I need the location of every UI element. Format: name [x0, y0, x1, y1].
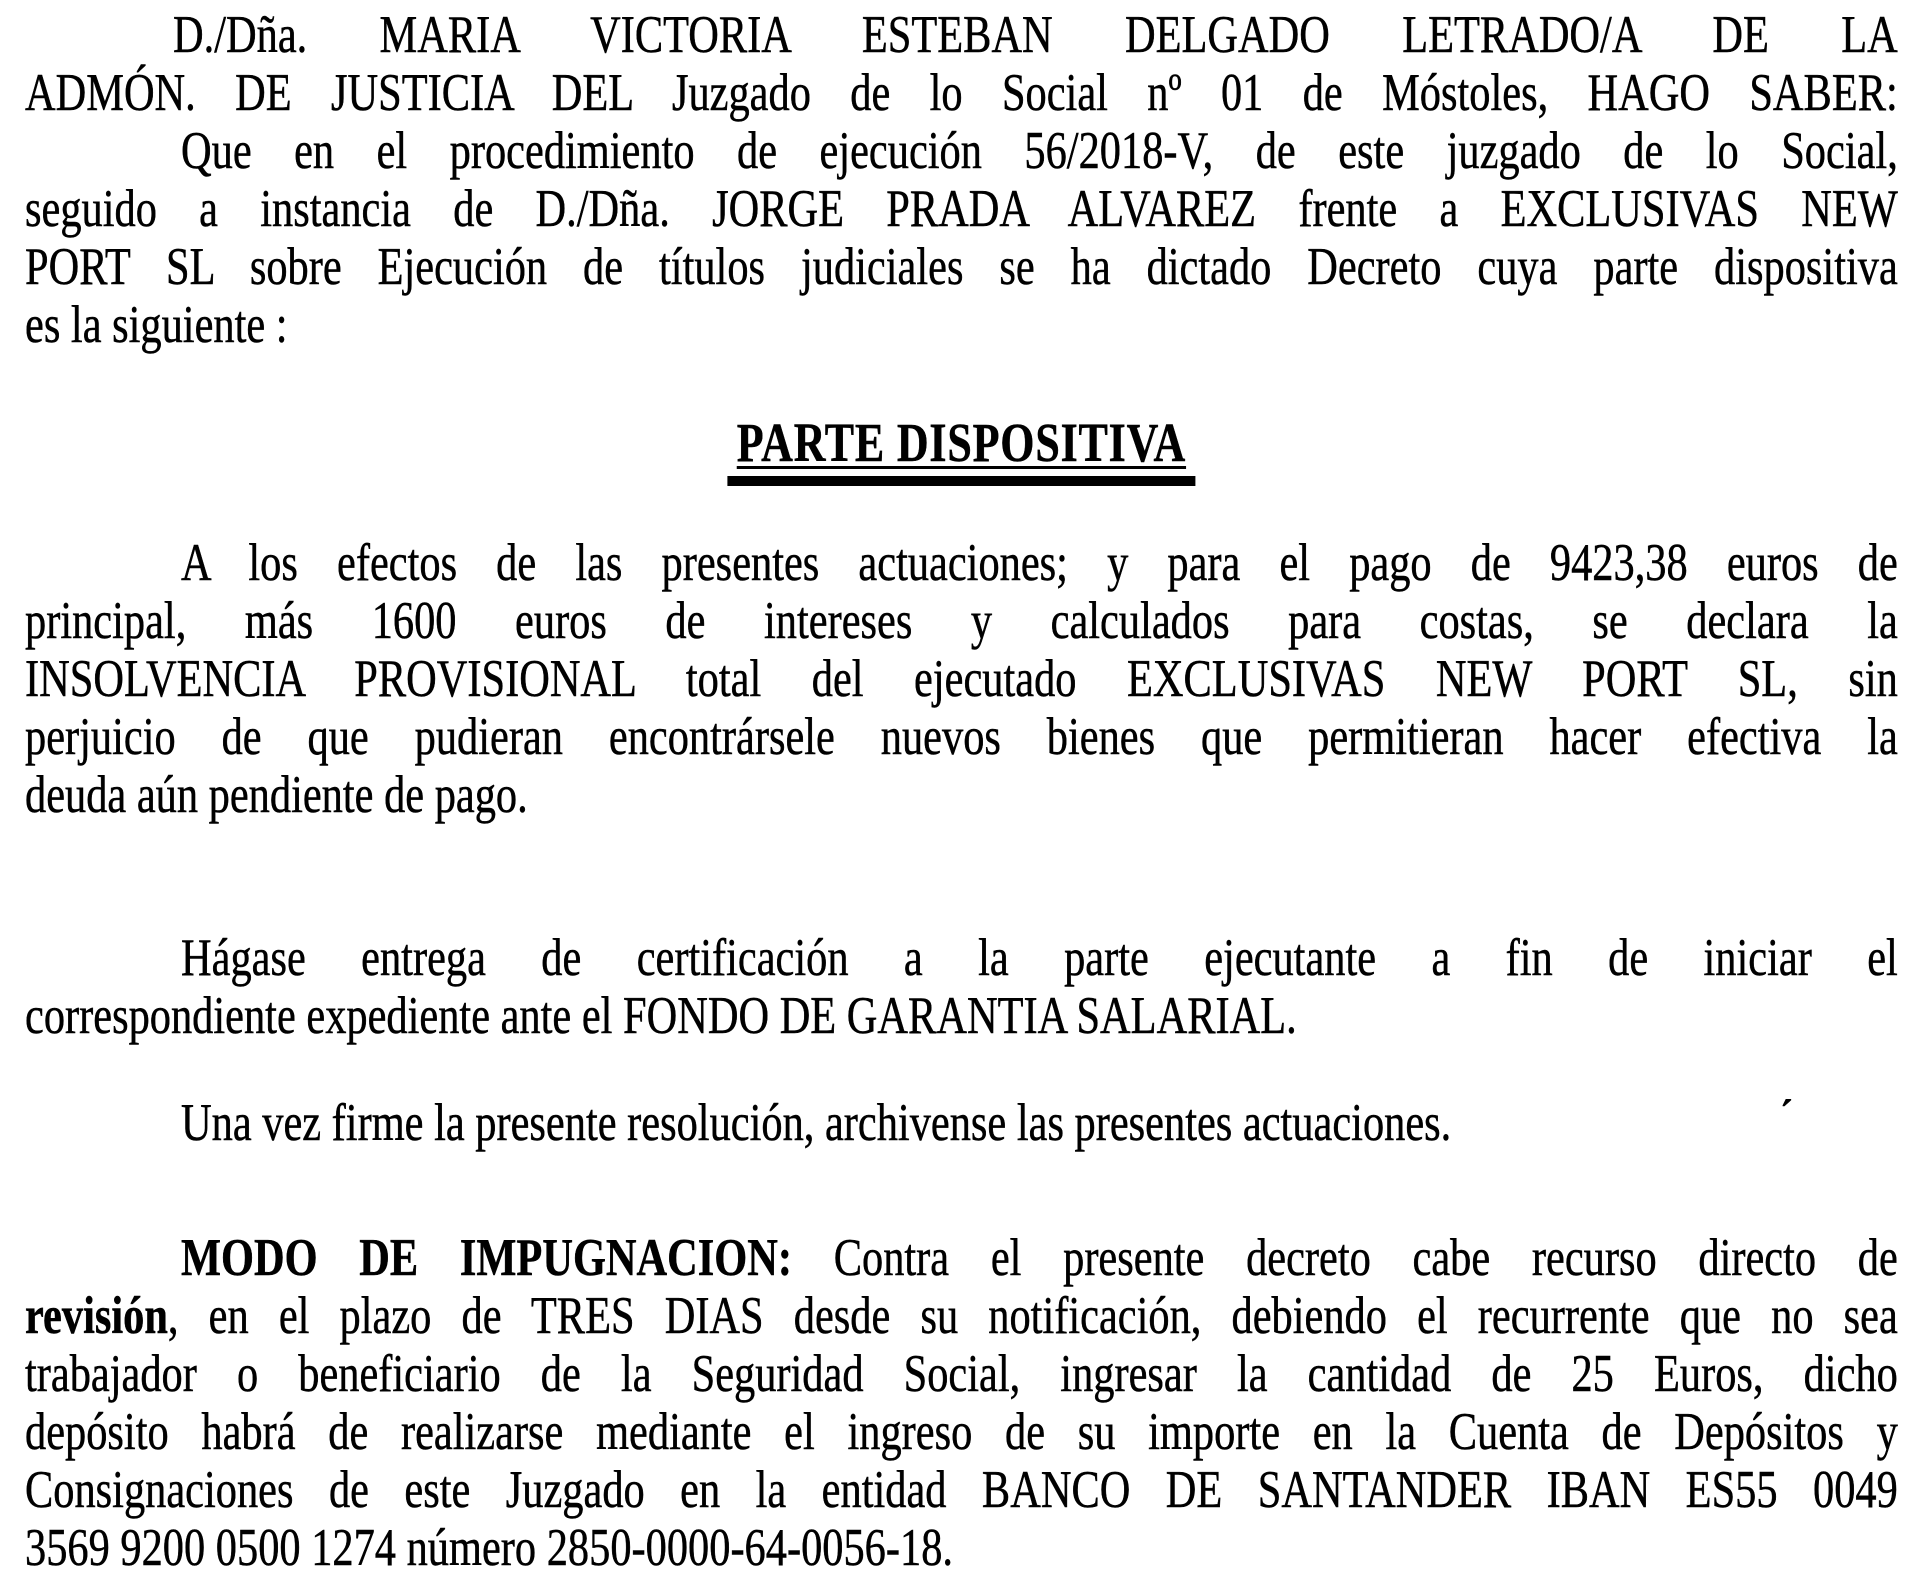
revision-bold-word: revisión	[25, 1287, 168, 1345]
text-line: correspondiente expediente ante el FONDO DE GARANTIA SALARIAL.	[25, 987, 1297, 1045]
text-line: seguido a instancia de D./Dña. JORGE PRADA ALVAREZ frente a EXCLUSIVAS NEW	[25, 180, 1898, 238]
text-line: depósito habrá de realizarse mediante el ingreso de su importe en la Cuenta de Depósitos y	[25, 1403, 1898, 1461]
text-line: Hágase entrega de certificación a la parte ejecutante a fin de iniciar el	[181, 929, 1898, 987]
text-line: perjuicio de que pudieran encontrársele nuevos bienes que permitieran hacer efectiva la	[25, 708, 1898, 766]
text-line: D./Dña. MARIA VICTORIA ESTEBAN DELGADO LETRADO/A DE LA	[173, 6, 1898, 64]
modo-impugnacion-label: MODO DE IMPUGNACION:	[181, 1229, 793, 1287]
text-line: deuda aún pendiente de pago.	[25, 766, 528, 824]
text-line	[25, 1287, 1898, 1345]
intro-paragraph	[25, 6, 1898, 122]
appeal-text: , en el plazo de TRES DIAS desde su notificación, debiendo el recurrente que no sea	[167, 1287, 1898, 1345]
appeal-paragraph	[25, 1229, 1898, 1577]
text-line: trabajador o beneficiario de la Seguridad Social, ingresar la cantidad de 25 Euros, dicho	[25, 1345, 1898, 1403]
ruling-paragraph	[25, 534, 1898, 824]
appeal-text: Contra el presente decreto cabe recurso directo de	[792, 1229, 1898, 1287]
text-line: ADMÓN. DE JUSTICIA DEL Juzgado de lo Social nº 01 de Móstoles, HAGO SABER:	[25, 64, 1898, 122]
closing-paragraph	[25, 1090, 1898, 1152]
text-line: Una vez firme la presente resolución, archivense las presentes actuaciones.	[181, 1094, 1452, 1152]
scan-artifact-mark: ´	[1780, 1090, 1793, 1141]
text-line: principal, más 1600 euros de intereses y calculados para costas, se declara la	[25, 592, 1898, 650]
proceedings-paragraph	[25, 122, 1898, 354]
text-line: INSOLVENCIA PROVISIONAL total del ejecutado EXCLUSIVAS NEW PORT SL, sin	[25, 650, 1898, 708]
text-line	[25, 1229, 1898, 1287]
text-line: Que en el procedimiento de ejecución 56/2018-V, de este juzgado de lo Social,	[181, 122, 1898, 180]
text-line: es la siguiente :	[25, 296, 288, 354]
parte-dispositiva-heading: PARTE DISPOSITIVA	[727, 414, 1196, 486]
text-line: Consignaciones de este Juzgado en la entidad BANCO DE SANTANDER IBAN ES55 0049	[25, 1461, 1898, 1519]
text-line: PORT SL sobre Ejecución de títulos judiciales se ha dictado Decreto cuya parte dispositiva	[25, 238, 1898, 296]
certification-paragraph	[25, 929, 1898, 1045]
text-line: 3569 9200 0500 1274 número 2850-0000-64-0056-18.	[25, 1519, 953, 1577]
document-content	[25, 0, 1898, 1577]
section-heading	[25, 414, 1898, 486]
text-line: A los efectos de las presentes actuaciones; y para el pago de 9423,38 euros de	[181, 534, 1898, 592]
